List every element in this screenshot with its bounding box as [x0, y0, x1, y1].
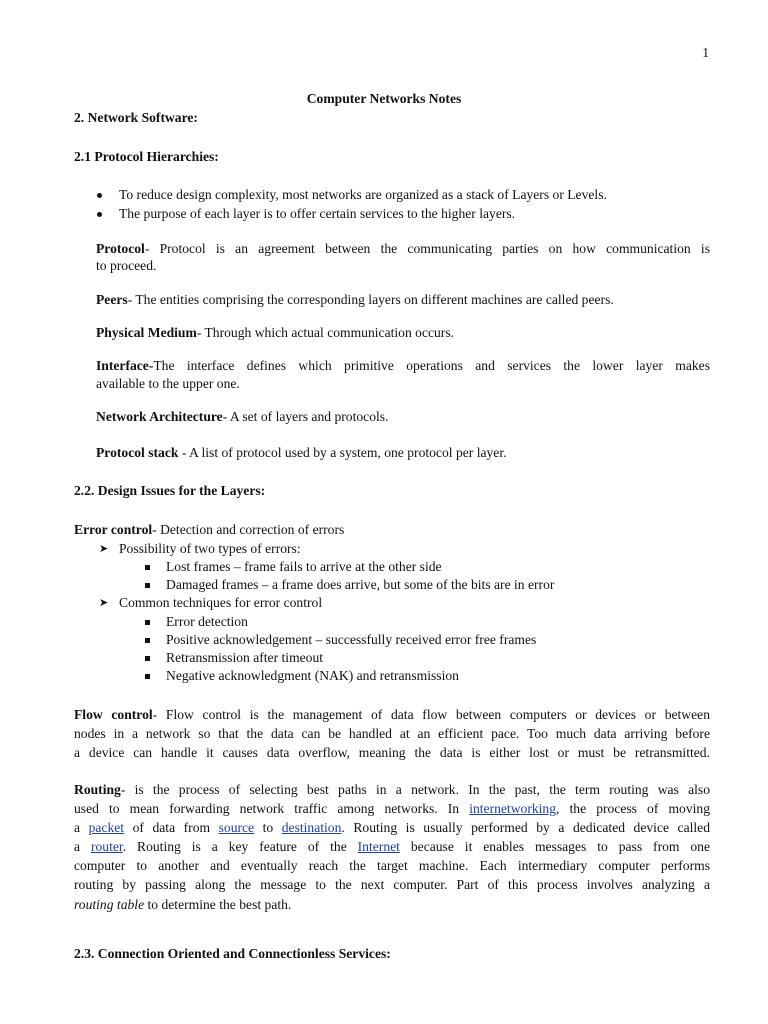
definition-protocol: [96, 240, 710, 258]
document-title: Computer Networks Notes: [306, 91, 462, 106]
list-item: Lost frames – frame fails to arrive at the other side: [166, 559, 442, 574]
text-span: of data from: [124, 820, 219, 835]
heading-design-issues: 2.2. Design Issues for the Layers:: [74, 483, 266, 498]
heading-network-software: 2. Network Software:: [74, 110, 198, 125]
bullet-dot: [97, 205, 102, 223]
square-bullet-icon: [145, 613, 150, 631]
definition-text: - is the process of selecting best paths in a network. In the past, the term routing was also: [120, 782, 710, 797]
text-span-italic: routing table: [74, 897, 145, 912]
term: Interface-: [96, 358, 154, 373]
square-bullet-icon: [145, 631, 150, 649]
term: Physical Medium: [96, 325, 197, 340]
text-span: to: [254, 820, 282, 835]
flow-control-line: a device can handle it causes data overflow, meaning the data is either lost or must be retransmitted.: [74, 745, 710, 760]
definition-text: - Flow control is the management of data flow between computers or devices or between: [152, 707, 710, 722]
definition-text: - A set of layers and protocols.: [222, 409, 389, 424]
text-span: because it enables messages to pass from one: [399, 839, 711, 854]
link-packet[interactable]: packet: [88, 820, 125, 835]
term: Protocol stack: [96, 445, 179, 460]
list-item: Error detection: [166, 614, 248, 629]
routing-line: [74, 896, 291, 914]
bullet-text: The purpose of each layer is to offer certain services to the higher layers.: [119, 206, 516, 221]
term: Flow control: [74, 707, 153, 722]
routing-line: [74, 800, 710, 818]
routing-line: routing by passing along the message to the next computer. Part of this process involves analyzing a: [74, 877, 710, 892]
routing-line: computer to another and eventually reach the target machine. Each intermediary computer performs: [74, 858, 710, 873]
heading-protocol-hierarchies: 2.1 Protocol Hierarchies:: [74, 149, 219, 164]
link-router[interactable]: router: [90, 839, 123, 854]
heading-connection-services: 2.3. Connection Oriented and Connectionless Services:: [74, 946, 391, 961]
link-internet[interactable]: Internet: [357, 839, 400, 854]
link-source[interactable]: source: [218, 820, 255, 835]
list-item: Positive acknowledgement – successfully received error free frames: [166, 632, 537, 647]
list-group-heading: Possibility of two types of errors:: [119, 541, 301, 556]
list-group-heading: Common techniques for error control: [119, 595, 323, 610]
definition-text: - Detection and correction of errors: [152, 522, 345, 537]
bullet-text: To reduce design complexity, most networks are organized as a stack of Layers or Levels.: [119, 187, 607, 202]
square-bullet-icon: [145, 667, 150, 685]
definition-peers: [96, 291, 614, 309]
link-internetworking[interactable]: internetworking: [469, 801, 557, 816]
text-span: to determine the best path.: [144, 897, 292, 912]
square-bullet-icon: [145, 649, 150, 667]
arrow-bullet-icon: ➤: [99, 542, 109, 555]
link-destination[interactable]: destination: [281, 820, 342, 835]
text-span: a: [74, 839, 91, 854]
term: Peers: [96, 292, 128, 307]
definition-text: - Through which actual communication occurs.: [196, 325, 455, 340]
text-span: used to mean forwarding network traffic among networks. In: [74, 801, 470, 816]
text-span: a: [74, 820, 89, 835]
list-item: Damaged frames – a frame does arrive, but some of the bits are in error: [166, 577, 555, 592]
bullet-dot: [97, 186, 102, 204]
square-bullet-icon: [145, 576, 150, 594]
text-span: . Routing is a key feature of the: [122, 839, 358, 854]
term: Routing: [74, 782, 121, 797]
definition-text: to proceed.: [96, 258, 157, 273]
definition-text: - Protocol is an agreement between the communicating parties on how communication is: [144, 241, 710, 256]
list-item: Negative acknowledgment (NAK) and retransmission: [166, 668, 459, 683]
flow-control-line: [74, 706, 710, 724]
term: Error control: [74, 522, 153, 537]
definition-interface: [96, 357, 710, 375]
text-span: , the process of moving: [556, 801, 711, 816]
definition-protocol-stack: [96, 444, 507, 462]
list-item: Retransmission after timeout: [166, 650, 324, 665]
term: Protocol: [96, 241, 145, 256]
term: Network Architecture: [96, 409, 223, 424]
error-control: [74, 521, 344, 539]
definition-text: The interface defines which primitive operations and services the lower layer makes: [153, 358, 710, 373]
square-bullet-icon: [145, 558, 150, 576]
routing-line: [74, 819, 710, 837]
definition-text: - The entities comprising the corresponding layers on different machines are called peers.: [127, 292, 614, 307]
routing-line: [74, 781, 710, 799]
arrow-bullet-icon: ➤: [99, 596, 109, 609]
flow-control-line: nodes in a network so that the data can be handled at an efficient pace. Too much data arriving before: [74, 726, 710, 741]
page-number: 1: [702, 45, 709, 60]
text-span: . Routing is usually performed by a dedicated device called: [341, 820, 711, 835]
routing-line: [74, 838, 710, 856]
definition-network-architecture: [96, 408, 388, 426]
definition-physical-medium: [96, 324, 454, 342]
definition-text: available to the upper one.: [96, 376, 240, 391]
definition-text: - A list of protocol used by a system, one protocol per layer.: [178, 445, 507, 460]
